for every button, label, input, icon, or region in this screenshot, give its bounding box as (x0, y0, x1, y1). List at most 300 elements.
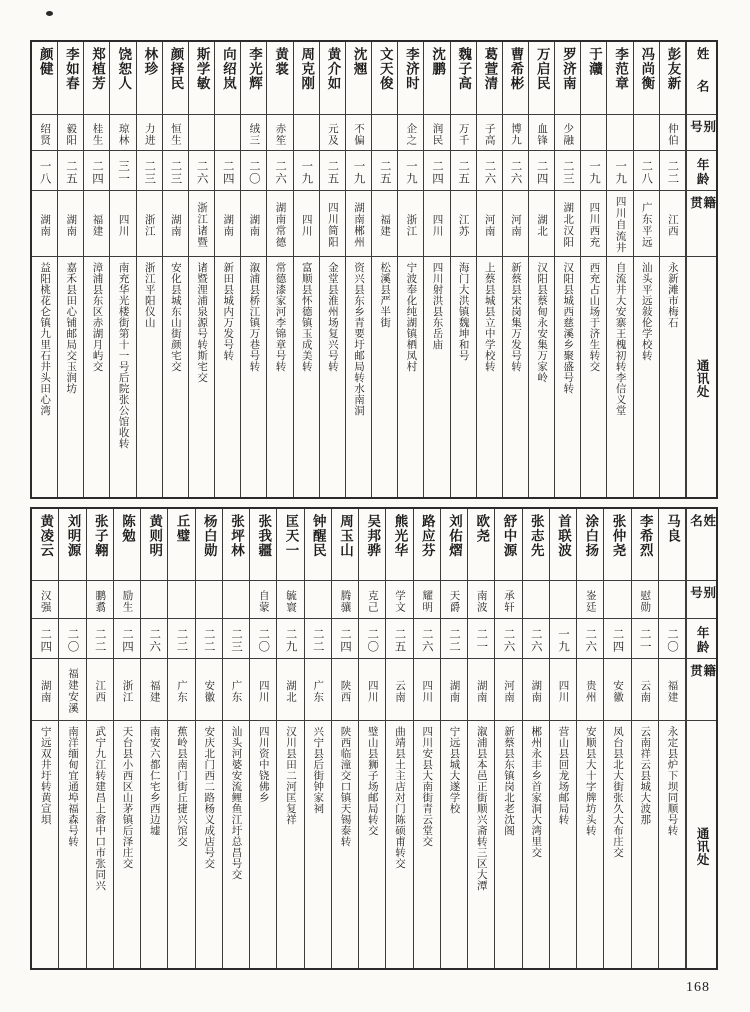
person-age-cell (137, 151, 162, 191)
person-address-cell (468, 721, 494, 968)
person-age: 二四 (338, 627, 351, 653)
person-alias-cell (523, 581, 549, 619)
person-address-cell (58, 257, 83, 497)
person-origin: 安徽 (611, 679, 623, 703)
person-age-cell (372, 151, 397, 191)
person-origin: 四川 (366, 679, 378, 703)
person-column (398, 42, 424, 497)
person-alias: 血锋 (536, 122, 548, 146)
person-column (495, 509, 522, 968)
person-alias: 励生 (121, 589, 133, 613)
person-name-cell (441, 509, 467, 581)
person-origin-cell (495, 659, 521, 721)
person-address: 嘉禾县田心铺邮局交玉润坊 (65, 262, 77, 394)
person-address-cell (114, 721, 140, 968)
person-name: 熊光华 (392, 514, 408, 558)
person-address-cell (523, 721, 549, 968)
person-origin: 江西 (666, 213, 678, 237)
person-alias-cell (59, 581, 85, 619)
person-name: 马良 (665, 514, 681, 543)
person-name-cell (196, 509, 222, 581)
person-alias: 力进 (143, 122, 155, 146)
person-column (604, 509, 631, 968)
person-age-cell (604, 619, 630, 659)
person-address: 郴州永丰乡首家洞大湾里交 (530, 726, 542, 858)
person-column (196, 509, 223, 968)
person-origin: 湖南 (530, 679, 542, 703)
person-address: 上蔡县城县立中学校转 (483, 262, 495, 372)
person-column (320, 42, 346, 497)
person-age: 二二 (311, 627, 324, 653)
person-column (523, 509, 550, 968)
person-name: 于灨 (587, 47, 602, 76)
person-column (477, 42, 503, 497)
person-column (215, 42, 241, 497)
person-origin-cell (503, 191, 528, 257)
person-name: 黄则明 (147, 514, 163, 558)
person-origin-cell (32, 191, 57, 257)
person-age-cell (607, 151, 632, 191)
person-name-cell (215, 42, 240, 115)
person-name-cell (495, 509, 521, 581)
person-address-cell (477, 257, 502, 497)
person-name-cell (634, 42, 659, 115)
person-origin-cell (372, 191, 397, 257)
person-origin: 四川 (557, 679, 569, 703)
person-origin: 四川 (117, 213, 129, 237)
person-address: 永新滩市梅石 (666, 262, 678, 328)
person-origin-cell (577, 659, 603, 721)
row-header-column (686, 509, 716, 968)
person-origin-cell (424, 191, 449, 257)
person-age-cell (468, 619, 494, 659)
person-age-cell (32, 151, 57, 191)
person-alias-cell (58, 115, 83, 151)
person-address: 宁波奉化纯湖镇栖凤村 (405, 262, 417, 372)
person-name: 冯尚衡 (639, 47, 655, 91)
person-age: 一九 (614, 159, 627, 185)
person-address: 南安六都仁宅乡西边墟 (148, 726, 160, 836)
person-age-cell (577, 619, 603, 659)
person-origin-cell (305, 659, 331, 721)
person-origin: 广东 (230, 679, 242, 703)
person-address: 营山县回龙场邮局转 (557, 726, 569, 825)
person-origin-cell (451, 191, 476, 257)
person-origin-cell (163, 191, 188, 257)
person-alias-cell (604, 581, 630, 619)
person-alias: 少融 (562, 122, 574, 146)
person-name: 丘璧 (174, 514, 190, 543)
person-address: 四川射洪县东岳庙 (431, 262, 443, 350)
person-origin-cell (84, 191, 109, 257)
person-name: 郑植芳 (90, 47, 106, 91)
person-origin-cell (529, 191, 554, 257)
person-name: 斯学敏 (194, 47, 210, 91)
person-age: 三一 (117, 159, 130, 185)
person-alias-cell (223, 581, 249, 619)
person-alias-cell (215, 115, 240, 151)
person-column (607, 42, 633, 497)
person-age-cell (84, 151, 109, 191)
person-name-cell (414, 509, 440, 581)
person-age: 二四 (221, 159, 234, 185)
person-origin-cell (189, 191, 214, 257)
person-name-cell (250, 509, 276, 581)
person-origin-cell (660, 191, 685, 257)
person-age-cell (555, 151, 580, 191)
person-name-cell (607, 42, 632, 115)
person-column (114, 509, 141, 968)
person-address: 安化县城东山街颜宅交 (169, 262, 181, 372)
person-alias-cell (332, 581, 358, 619)
person-age: 二四 (39, 627, 52, 653)
person-address-cell (577, 721, 603, 968)
person-age: 二四 (431, 159, 444, 185)
person-column (250, 509, 277, 968)
person-age-cell (241, 151, 266, 191)
person-origin: 福建 (148, 679, 160, 703)
person-name-cell (114, 509, 140, 581)
person-alias: 桂生 (91, 122, 103, 146)
person-name: 周玉山 (338, 514, 354, 558)
person-column (137, 42, 163, 497)
person-address-cell (141, 721, 167, 968)
person-origin: 湖南 (39, 213, 51, 237)
person-address: 永定县炉下坝同顺号转 (666, 726, 678, 836)
person-origin: 广东平远 (640, 202, 652, 248)
person-name-cell (577, 509, 603, 581)
person-alias: 润民 (431, 122, 443, 146)
person-origin: 湖南 (65, 213, 77, 237)
person-origin-cell (277, 659, 303, 721)
person-origin-cell (632, 659, 658, 721)
person-address: 益阳桃花仑镇九里石井头田心湾 (39, 262, 51, 416)
person-alias: 子高 (483, 122, 495, 146)
person-name: 匡天一 (283, 514, 299, 558)
person-address-cell (59, 721, 85, 968)
person-address: 松溪县严半街 (379, 262, 391, 328)
person-origin-cell (114, 659, 140, 721)
person-address: 汕头平远敍伦学校转 (640, 262, 652, 361)
person-alias-cell (414, 581, 440, 619)
person-column (346, 42, 372, 497)
person-age: 二五 (393, 627, 406, 653)
person-address: 南充华光楼街第十一号后院张公馆收转 (117, 262, 129, 449)
person-age: 二〇 (257, 627, 270, 653)
person-address-cell (223, 721, 249, 968)
person-address: 南洋缅甸宜通埠福森号转 (66, 726, 78, 847)
person-name-cell (32, 42, 57, 115)
person-alias: 元及 (326, 122, 338, 146)
person-name-cell (305, 509, 331, 581)
person-name-cell (294, 42, 319, 115)
person-origin: 江西 (94, 679, 106, 703)
person-address: 武宁九江转建昌上畲中口市张同兴 (94, 726, 106, 891)
person-alias: 赤笙 (274, 122, 286, 146)
person-alias: 承轩 (502, 589, 514, 613)
person-address-cell (196, 721, 222, 968)
person-age-cell (114, 619, 140, 659)
person-name-cell (32, 509, 58, 581)
person-column (424, 42, 450, 497)
person-address-cell (163, 257, 188, 497)
person-address: 西充占山场于济生转交 (588, 262, 600, 372)
register-table-top (30, 40, 718, 499)
person-address: 汉川县田二河匡复祥 (284, 726, 296, 825)
person-age: 二二 (447, 627, 460, 653)
person-origin-cell (477, 191, 502, 257)
person-alias: 万千 (457, 122, 469, 146)
person-alias-cell (114, 581, 140, 619)
person-alias-cell (359, 581, 385, 619)
person-alias: 博九 (509, 122, 521, 146)
person-origin: 四川 (421, 679, 433, 703)
person-alias-cell (372, 115, 397, 151)
person-address-cell (346, 257, 371, 497)
person-age: 一九 (300, 159, 313, 185)
person-age-cell (398, 151, 423, 191)
person-origin: 湖北 (536, 213, 548, 237)
person-name-cell (523, 509, 549, 581)
row-header-address: 通讯处 (695, 359, 710, 398)
person-age-cell (32, 619, 58, 659)
person-address: 漳浦县东区赤湖月屿交 (91, 262, 103, 372)
person-alias-cell (441, 581, 467, 619)
person-origin: 湖南常德 (274, 202, 286, 248)
person-name: 沈鹏 (430, 47, 446, 76)
person-name: 李如春 (63, 47, 79, 91)
person-alias-cell (660, 115, 685, 151)
person-age-cell (189, 151, 214, 191)
person-origin-cell (523, 659, 549, 721)
person-age-cell (59, 619, 85, 659)
person-origin-cell (414, 659, 440, 721)
person-address-cell (386, 721, 412, 968)
person-name: 吴邦骅 (365, 514, 381, 558)
person-column (32, 509, 59, 968)
person-age-cell (58, 151, 83, 191)
person-column (581, 42, 607, 497)
person-address-cell (529, 257, 554, 497)
person-name: 沈翘 (351, 47, 367, 76)
person-alias-cell (581, 115, 606, 151)
person-name-cell (468, 509, 494, 581)
person-address-cell (277, 721, 303, 968)
person-origin-cell (250, 659, 276, 721)
person-age-cell (660, 151, 685, 191)
person-column (550, 509, 577, 968)
person-origin: 福建 (379, 213, 391, 237)
person-origin-cell (581, 191, 606, 257)
person-name-cell (223, 509, 249, 581)
person-age-cell (581, 151, 606, 191)
person-column (84, 42, 110, 497)
row-header-origin: 籍贯 (688, 196, 716, 226)
person-column (660, 42, 686, 497)
person-alias-cell (141, 581, 167, 619)
person-name-cell (550, 509, 576, 581)
person-column (267, 42, 293, 497)
person-age: 一九 (352, 159, 365, 185)
person-address-cell (215, 257, 240, 497)
person-origin: 四川 (300, 213, 312, 237)
person-name: 周克刚 (299, 47, 315, 91)
row-header-cell (687, 115, 716, 151)
person-address-cell (604, 721, 630, 968)
person-address: 新蔡县东镇岗北老沈阁 (502, 726, 514, 836)
person-column (503, 42, 529, 497)
person-origin: 广东 (175, 679, 187, 703)
row-header-cell (687, 581, 716, 619)
row-header-name: 姓名 (695, 47, 710, 112)
person-address-cell (495, 721, 521, 968)
person-age: 二五 (457, 159, 470, 185)
person-origin: 四川 (257, 679, 269, 703)
person-alias-cell (386, 581, 412, 619)
person-origin: 四川简阳 (326, 202, 338, 248)
person-alias-cell (250, 581, 276, 619)
person-name-cell (141, 509, 167, 581)
person-origin: 湖南郴州 (353, 202, 365, 248)
person-name: 刘佑熠 (447, 514, 463, 558)
person-alias-cell (305, 581, 331, 619)
person-address-cell (441, 721, 467, 968)
person-column (372, 42, 398, 497)
row-header-age: 年龄 (695, 157, 710, 187)
person-origin: 浙江 (121, 679, 133, 703)
person-name: 张子翱 (92, 514, 108, 558)
person-address: 兴宁县后街钟家祠 (312, 726, 324, 814)
row-header-cell (687, 191, 716, 257)
person-address-cell (503, 257, 528, 497)
person-age: 二五 (64, 159, 77, 185)
person-column (32, 42, 58, 497)
person-address-cell (84, 257, 109, 497)
person-age-cell (477, 151, 502, 191)
person-age-cell (523, 619, 549, 659)
person-alias-cell (346, 115, 371, 151)
person-origin-cell (441, 659, 467, 721)
person-age: 二〇 (247, 159, 260, 185)
person-address: 汉阳县城西慈溪乡聚盛号转 (562, 262, 574, 394)
person-age-cell (414, 619, 440, 659)
person-address: 常德漆家河李锦章号转 (274, 262, 286, 372)
register-tables (30, 40, 718, 970)
person-column (468, 509, 495, 968)
person-name: 向绍岚 (220, 47, 236, 91)
person-name-cell (163, 42, 188, 115)
person-age-cell (386, 619, 412, 659)
person-age: 二五 (378, 159, 391, 185)
person-age: 二八 (640, 159, 653, 185)
person-origin: 福建 (91, 213, 103, 237)
person-age-cell (550, 619, 576, 659)
person-origin: 江苏 (457, 213, 469, 237)
person-address-cell (424, 257, 449, 497)
person-name: 罗济南 (560, 47, 576, 91)
person-age-cell (634, 151, 659, 191)
person-alias-cell (555, 115, 580, 151)
person-address: 蕉岭县南门街丘捷兴馆交 (175, 726, 187, 847)
person-address: 天台县小西区山茅镇后泽庄交 (121, 726, 133, 869)
person-address-cell (660, 257, 685, 497)
person-origin-cell (332, 659, 358, 721)
person-address: 曲靖县土主店对门陈硕甫转交 (393, 726, 405, 869)
person-origin: 陕西 (339, 679, 351, 703)
person-name-cell (659, 509, 685, 581)
person-name: 文天俊 (377, 47, 393, 91)
person-address: 汉阳县蔡甸永安集万家岭 (536, 262, 548, 383)
person-name: 林珍 (142, 47, 158, 76)
person-origin: 湖南 (448, 679, 460, 703)
person-address-cell (550, 721, 576, 968)
person-age-cell (451, 151, 476, 191)
person-alias: 学文 (393, 589, 405, 613)
person-age: 二五 (326, 159, 339, 185)
person-age-cell (267, 151, 292, 191)
person-origin-cell (550, 659, 576, 721)
person-alias-cell (634, 115, 659, 151)
person-address-cell (294, 257, 319, 497)
person-alias-cell (168, 581, 194, 619)
person-age: 二一 (638, 627, 651, 653)
person-alias: 克己 (366, 589, 378, 613)
person-address-cell (372, 257, 397, 497)
scan-speck (46, 11, 53, 16)
person-age: 二六 (148, 627, 161, 653)
person-name-cell (267, 42, 292, 115)
person-age-cell (277, 619, 303, 659)
person-column (529, 42, 555, 497)
person-origin-cell (468, 659, 494, 721)
person-origin-cell (386, 659, 412, 721)
person-age: 一八 (38, 159, 51, 185)
person-age-cell (503, 151, 528, 191)
person-name-cell (581, 42, 606, 115)
person-alias-cell (241, 115, 266, 151)
person-name-cell (372, 42, 397, 115)
person-alias: 仲伯 (666, 122, 678, 146)
person-origin-cell (137, 191, 162, 257)
row-header-cell (687, 257, 716, 497)
person-column (189, 42, 215, 497)
person-age: 二四 (535, 159, 548, 185)
person-age-cell (168, 619, 194, 659)
row-header-cell (687, 42, 716, 115)
person-name: 黄凌云 (38, 514, 54, 558)
person-name-cell (477, 42, 502, 115)
person-column (414, 509, 441, 968)
person-name: 陈勉 (120, 514, 136, 543)
person-alias-cell (495, 581, 521, 619)
person-name-cell (320, 42, 345, 115)
person-name: 万启民 (534, 47, 550, 91)
person-name-cell (386, 509, 412, 581)
row-header-alias: 别号 (688, 120, 716, 137)
person-alias: 腾骧 (339, 589, 351, 613)
row-header-cell (687, 721, 716, 968)
row-header-address: 通讯处 (695, 826, 710, 866)
person-name: 涂白扬 (583, 514, 599, 558)
person-alias: 毅阳 (65, 122, 77, 146)
person-origin-cell (241, 191, 266, 257)
person-age: 二三 (169, 159, 182, 185)
person-origin: 湖北 (284, 679, 296, 703)
person-origin-cell (320, 191, 345, 257)
person-address-cell (32, 721, 58, 968)
person-age-cell (346, 151, 371, 191)
person-alias-cell (32, 115, 57, 151)
